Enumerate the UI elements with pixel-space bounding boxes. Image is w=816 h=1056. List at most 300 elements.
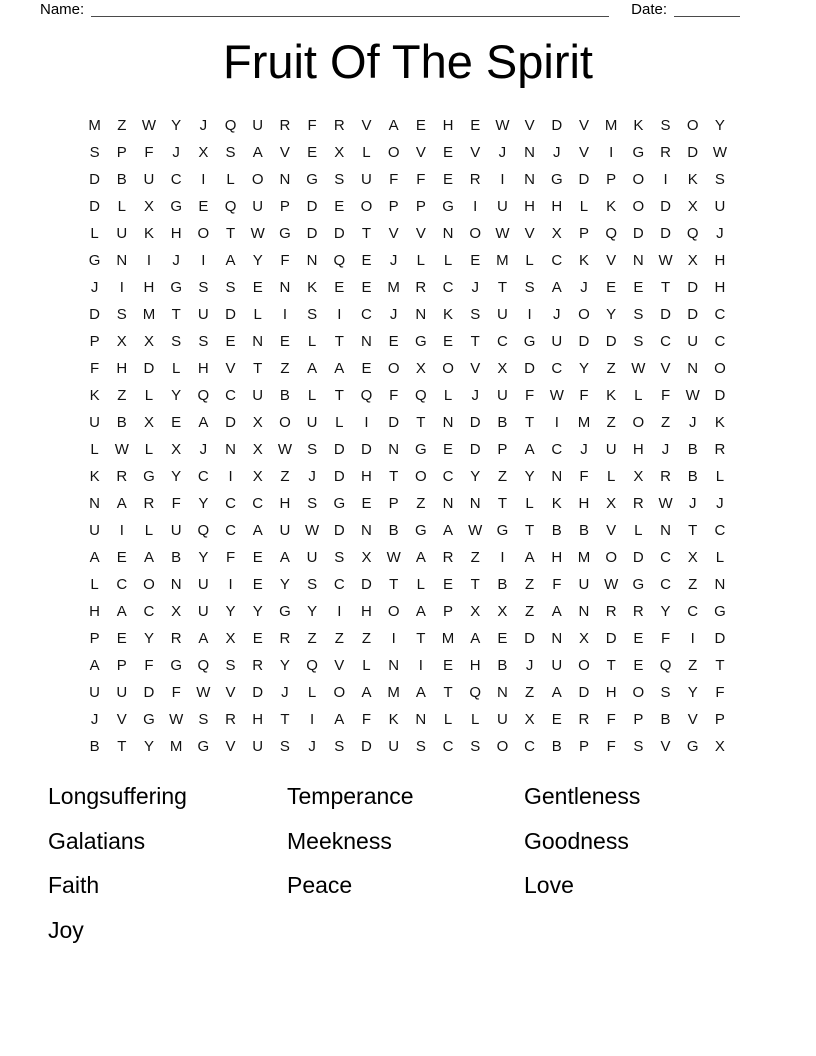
grid-letter: D: [89, 171, 101, 188]
grid-letter: Z: [525, 603, 535, 620]
grid-letter: U: [388, 738, 400, 755]
grid-letter: O: [387, 360, 400, 377]
grid-letter: N: [578, 603, 590, 620]
grid-letter: V: [524, 117, 535, 134]
grid-letter: N: [116, 252, 128, 269]
grid-letter: S: [334, 738, 345, 755]
grid-letter: A: [252, 144, 263, 161]
grid-letter: P: [388, 495, 399, 512]
grid-letter: S: [633, 738, 644, 755]
grid-letter: H: [551, 549, 563, 566]
grid-letter: Y: [606, 306, 617, 323]
grid-letter: W: [196, 684, 211, 701]
grid-letter: O: [469, 225, 482, 242]
grid-letter: L: [144, 522, 154, 539]
grid-letter: H: [551, 198, 563, 215]
grid-letter: Z: [688, 657, 698, 674]
grid-letter: S: [307, 495, 318, 512]
grid-letter: H: [361, 603, 372, 620]
grid-letter: I: [500, 549, 505, 566]
grid-letter: C: [225, 495, 236, 512]
grid-letter: M: [577, 549, 591, 566]
grid-letter: U: [687, 333, 699, 350]
grid-letter: D: [714, 387, 726, 404]
grid-letter: K: [89, 387, 100, 404]
grid-letter: J: [471, 387, 479, 404]
grid-letter: X: [415, 360, 426, 377]
grid-letter: D: [143, 684, 155, 701]
grid-letter: U: [197, 603, 209, 620]
grid-letter: J: [389, 252, 398, 269]
grid-letter: A: [89, 549, 100, 566]
grid-letter: V: [225, 684, 236, 701]
grid-letter: L: [579, 198, 589, 215]
grid-letter: U: [252, 198, 264, 215]
grid-letter: D: [524, 630, 536, 647]
grid-letter: E: [252, 630, 263, 647]
grid-letter: P: [497, 441, 508, 458]
grid-letter: E: [443, 657, 454, 674]
grid-letter: W: [549, 387, 564, 404]
grid-letter: Y: [714, 117, 725, 134]
grid-letter: D: [524, 360, 536, 377]
grid-letter: H: [116, 360, 128, 377]
grid-letter: E: [171, 414, 182, 431]
grid-letter: U: [279, 522, 291, 539]
grid-letter: E: [116, 549, 127, 566]
grid-letter: O: [143, 576, 155, 593]
grid-letter: R: [225, 711, 236, 728]
grid-letter: U: [116, 225, 128, 242]
grid-letter: M: [88, 117, 101, 134]
grid-letter: N: [442, 495, 454, 512]
grid-letter: E: [198, 198, 209, 215]
grid-letter: Z: [470, 549, 480, 566]
grid-letter: I: [119, 279, 124, 296]
grid-letter: F: [715, 684, 725, 701]
grid-letter: G: [632, 576, 645, 593]
grid-letter: Q: [469, 684, 482, 701]
grid-letter: G: [143, 711, 155, 728]
grid-letter: P: [714, 711, 725, 728]
grid-letter: H: [442, 117, 454, 134]
grid-letter: V: [606, 252, 617, 269]
grid-letter: V: [279, 144, 290, 161]
grid-letter: T: [715, 657, 725, 674]
grid-letter: R: [469, 171, 481, 188]
word-list: [48, 774, 768, 952]
grid-letter: U: [496, 198, 508, 215]
grid-letter: D: [361, 441, 372, 458]
grid-letter: I: [201, 252, 206, 269]
grid-letter: D: [333, 468, 345, 485]
grid-letter: H: [632, 441, 644, 458]
grid-letter: Z: [117, 387, 127, 404]
grid-letter: X: [171, 603, 182, 620]
grid-letter: M: [387, 684, 400, 701]
grid-letter: A: [470, 630, 481, 647]
grid-letter: B: [578, 522, 589, 539]
grid-letter: S: [334, 171, 345, 188]
grid-letter: U: [89, 684, 101, 701]
grid-letter: L: [171, 360, 181, 377]
grid-letter: V: [388, 225, 399, 242]
grid-letter: E: [361, 279, 372, 296]
grid-letter: A: [279, 549, 290, 566]
word-item: Faith: [48, 872, 100, 898]
grid-letter: D: [660, 306, 671, 323]
grid-letter: X: [252, 441, 263, 458]
grid-letter: K: [633, 117, 644, 134]
grid-letter: X: [497, 603, 508, 620]
grid-letter: U: [361, 171, 372, 188]
grid-letter: S: [307, 306, 318, 323]
grid-letter: L: [525, 252, 534, 269]
grid-letter: Z: [525, 684, 535, 701]
grid-letter: Z: [497, 468, 507, 485]
grid-letter: T: [470, 333, 480, 350]
grid-letter: D: [632, 225, 644, 242]
grid-letter: N: [415, 306, 427, 323]
grid-letter: S: [633, 306, 644, 323]
grid-letter: Y: [252, 603, 263, 620]
grid-letter: J: [281, 684, 289, 701]
grid-letter: T: [443, 684, 453, 701]
grid-letter: Y: [198, 549, 209, 566]
grid-letter: N: [442, 414, 454, 431]
grid-letter: A: [198, 630, 209, 647]
grid-letter: E: [116, 630, 127, 647]
grid-letter: O: [442, 360, 454, 377]
grid-letter: O: [632, 198, 645, 215]
grid-letter: T: [606, 657, 616, 674]
grid-letter: J: [580, 279, 588, 296]
grid-letter: G: [496, 522, 509, 539]
grid-letter: O: [686, 117, 699, 134]
grid-letter: N: [660, 522, 671, 539]
grid-letter: O: [578, 306, 590, 323]
word-item: Meekness: [287, 827, 392, 854]
grid-letter: U: [306, 414, 318, 431]
grid-letter: Y: [252, 252, 263, 269]
grid-letter: A: [252, 522, 263, 539]
grid-letter: L: [525, 495, 534, 512]
word-list-column: [48, 774, 287, 952]
grid-letter: N: [415, 711, 427, 728]
grid-letter: D: [388, 414, 400, 431]
grid-letter: G: [632, 144, 645, 161]
grid-letter: N: [524, 144, 536, 161]
grid-letter: P: [279, 198, 290, 215]
grid-letter: D: [687, 279, 699, 296]
grid-letter: D: [333, 441, 345, 458]
grid-letter: V: [660, 738, 671, 755]
grid-letter: Y: [470, 468, 481, 485]
grid-letter: J: [498, 144, 507, 161]
grid-letter: F: [606, 738, 616, 755]
grid-letter: V: [415, 144, 426, 161]
grid-letter: C: [551, 252, 563, 269]
grid-letter: I: [609, 144, 614, 161]
grid-letter: H: [170, 225, 182, 242]
grid-letter: R: [333, 117, 345, 134]
grid-letter: Y: [225, 603, 236, 620]
grid-letter: X: [551, 225, 562, 242]
grid-letter: T: [225, 225, 236, 242]
word-item: Galatians: [48, 827, 146, 854]
grid-letter: C: [442, 279, 454, 296]
grid-letter: M: [142, 306, 156, 323]
grid-letter: Y: [198, 495, 209, 512]
grid-letter: D: [361, 738, 372, 755]
grid-letter: S: [89, 144, 100, 161]
grid-letter: R: [116, 468, 128, 485]
grid-letter: T: [525, 414, 535, 431]
grid-letter: G: [143, 468, 155, 485]
grid-letter: Y: [171, 387, 182, 404]
grid-letter: T: [470, 576, 480, 593]
grid-letter: C: [442, 468, 454, 485]
grid-letter: W: [305, 522, 320, 539]
grid-letter: Q: [659, 657, 672, 674]
grid-letter: O: [496, 738, 509, 755]
grid-letter: P: [633, 711, 644, 728]
grid-letter: C: [116, 576, 128, 593]
grid-letter: X: [361, 549, 372, 566]
grid-letter: C: [496, 333, 508, 350]
date-label: Date:: [631, 1, 667, 18]
grid-letter: B: [551, 738, 562, 755]
grid-letter: L: [443, 252, 453, 269]
grid-letter: Z: [525, 576, 535, 593]
grid-letter: N: [442, 225, 454, 242]
grid-letter: F: [144, 144, 154, 161]
grid-letter: U: [306, 549, 318, 566]
grid-letter: F: [579, 387, 589, 404]
grid-letter: A: [524, 549, 535, 566]
grid-letter: N: [388, 657, 400, 674]
grid-letter: W: [250, 225, 265, 242]
grid-letter: Z: [280, 468, 290, 485]
grid-letter: O: [714, 360, 726, 377]
grid-letter: E: [252, 279, 263, 296]
grid-letter: O: [279, 414, 291, 431]
grid-letter: A: [143, 549, 154, 566]
grid-letter: J: [199, 117, 208, 134]
grid-letter: G: [279, 225, 291, 242]
grid-letter: E: [443, 144, 454, 161]
grid-letter: F: [552, 576, 562, 593]
grid-letter: E: [252, 549, 263, 566]
grid-letter: O: [387, 144, 400, 161]
grid-letter: V: [578, 117, 589, 134]
grid-letter: T: [660, 279, 671, 296]
grid-letter: Q: [197, 387, 210, 404]
grid-letter: X: [143, 333, 154, 350]
grid-letter: Y: [279, 576, 290, 593]
grid-letter: A: [415, 603, 426, 620]
grid-letter: K: [443, 306, 454, 323]
grid-letter: X: [470, 603, 481, 620]
grid-letter: B: [388, 522, 399, 539]
word-item: Goodness: [524, 827, 629, 854]
grid-letter: G: [714, 603, 726, 620]
grid-letter: L: [443, 387, 453, 404]
grid-letter: J: [90, 279, 99, 296]
grid-letter: H: [279, 495, 291, 512]
grid-letter: P: [578, 738, 589, 755]
grid-letter: L: [634, 387, 643, 404]
grid-letter: D: [578, 684, 590, 701]
grid-letter: L: [715, 549, 725, 566]
grid-letter: Z: [280, 360, 290, 377]
grid-letter: U: [252, 738, 264, 755]
grid-letter: W: [495, 225, 510, 242]
grid-letter: L: [226, 171, 235, 188]
grid-letter: R: [170, 630, 182, 647]
grid-letter: X: [198, 144, 209, 161]
word-item: Love: [524, 872, 574, 898]
grid-letter: K: [143, 225, 154, 242]
letter-grid: [81, 112, 734, 760]
grid-letter: R: [279, 630, 291, 647]
grid-letter: S: [225, 657, 236, 674]
word-item: Temperance: [287, 783, 414, 809]
grid-letter: R: [660, 144, 671, 161]
grid-letter: Z: [117, 117, 127, 134]
grid-letter: K: [687, 171, 698, 188]
grid-letter: R: [632, 495, 644, 512]
grid-letter: H: [524, 198, 536, 215]
header: [40, 1, 740, 19]
grid-letter: L: [90, 225, 99, 242]
name-fill-line: [91, 3, 609, 17]
grid-letter: I: [663, 171, 668, 188]
grid-letter: X: [578, 630, 589, 647]
grid-letter: A: [551, 684, 562, 701]
grid-letter: G: [170, 198, 182, 215]
grid-letter: B: [551, 522, 562, 539]
grid-letter: N: [225, 441, 236, 458]
grid-letter: Q: [306, 657, 318, 674]
grid-letter: F: [579, 468, 589, 485]
grid-letter: X: [687, 252, 698, 269]
grid-letter: I: [282, 306, 287, 323]
grid-letter: X: [687, 549, 698, 566]
grid-letter: Z: [606, 414, 616, 431]
grid-letter: B: [660, 711, 671, 728]
grid-letter: L: [307, 684, 317, 701]
grid-letter: C: [524, 738, 536, 755]
grid-letter: G: [415, 333, 427, 350]
grid-letter: A: [415, 549, 426, 566]
grid-letter: C: [442, 738, 454, 755]
grid-letter: W: [141, 117, 157, 134]
grid-letter: B: [89, 738, 100, 755]
grid-letter: N: [551, 630, 563, 647]
grid-letter: B: [497, 576, 508, 593]
grid-letter: P: [578, 225, 589, 242]
grid-letter: J: [199, 441, 208, 458]
grid-letter: J: [90, 711, 99, 728]
grid-letter: S: [225, 144, 236, 161]
grid-letter: P: [415, 198, 426, 215]
grid-letter: A: [551, 603, 562, 620]
grid-letter: P: [388, 198, 399, 215]
grid-letter: J: [661, 441, 670, 458]
grid-letter: C: [197, 468, 209, 485]
grid-letter: G: [170, 279, 182, 296]
grid-letter: E: [606, 279, 617, 296]
grid-letter: Y: [143, 630, 154, 647]
grid-letter: G: [442, 198, 454, 215]
grid-letter: U: [551, 657, 563, 674]
grid-letter: J: [553, 144, 561, 161]
grid-letter: S: [470, 738, 481, 755]
grid-letter: L: [144, 387, 154, 404]
grid-letter: A: [415, 684, 426, 701]
grid-letter: E: [361, 252, 372, 269]
grid-letter: N: [361, 522, 372, 539]
grid-letter: S: [334, 549, 345, 566]
grid-letter: H: [714, 252, 726, 269]
grid-letter: Q: [197, 657, 210, 674]
grid-letter: D: [605, 630, 617, 647]
grid-letter: V: [470, 144, 481, 161]
grid-letter: S: [307, 441, 318, 458]
grid-letter: Z: [307, 630, 317, 647]
grid-letter: B: [171, 549, 182, 566]
grid-letter: B: [116, 414, 127, 431]
grid-letter: U: [605, 441, 617, 458]
grid-letter: C: [660, 576, 671, 593]
grid-letter: U: [496, 711, 508, 728]
grid-letter: S: [470, 306, 481, 323]
grid-letter: Y: [307, 603, 318, 620]
grid-letter: I: [119, 522, 124, 539]
grid-letter: G: [279, 603, 291, 620]
grid-letter: I: [228, 576, 233, 593]
grid-letter: W: [604, 576, 619, 593]
grid-letter: O: [578, 657, 590, 674]
grid-letter: I: [500, 171, 505, 188]
grid-letter: Y: [578, 360, 589, 377]
grid-letter: I: [146, 252, 152, 269]
grid-letter: E: [307, 144, 318, 161]
grid-letter: J: [580, 441, 588, 458]
grid-letter: F: [416, 171, 426, 188]
grid-letter: Y: [687, 684, 698, 701]
grid-letter: H: [143, 279, 155, 296]
grid-letter: L: [416, 576, 426, 593]
grid-letter: S: [307, 576, 318, 593]
grid-letter: S: [524, 279, 535, 296]
grid-letter: J: [172, 252, 180, 269]
grid-letter: Q: [360, 387, 373, 404]
grid-letter: J: [172, 144, 180, 161]
grid-letter: W: [658, 252, 673, 269]
grid-letter: N: [496, 684, 508, 701]
grid-letter: U: [143, 171, 155, 188]
grid-letter: B: [687, 468, 698, 485]
grid-letter: N: [551, 468, 563, 485]
grid-letter: W: [658, 495, 673, 512]
grid-letter: D: [89, 306, 101, 323]
grid-letter: T: [117, 738, 127, 755]
grid-letter: J: [389, 306, 398, 323]
grid-letter: H: [605, 684, 617, 701]
word-item: Gentleness: [524, 783, 641, 809]
